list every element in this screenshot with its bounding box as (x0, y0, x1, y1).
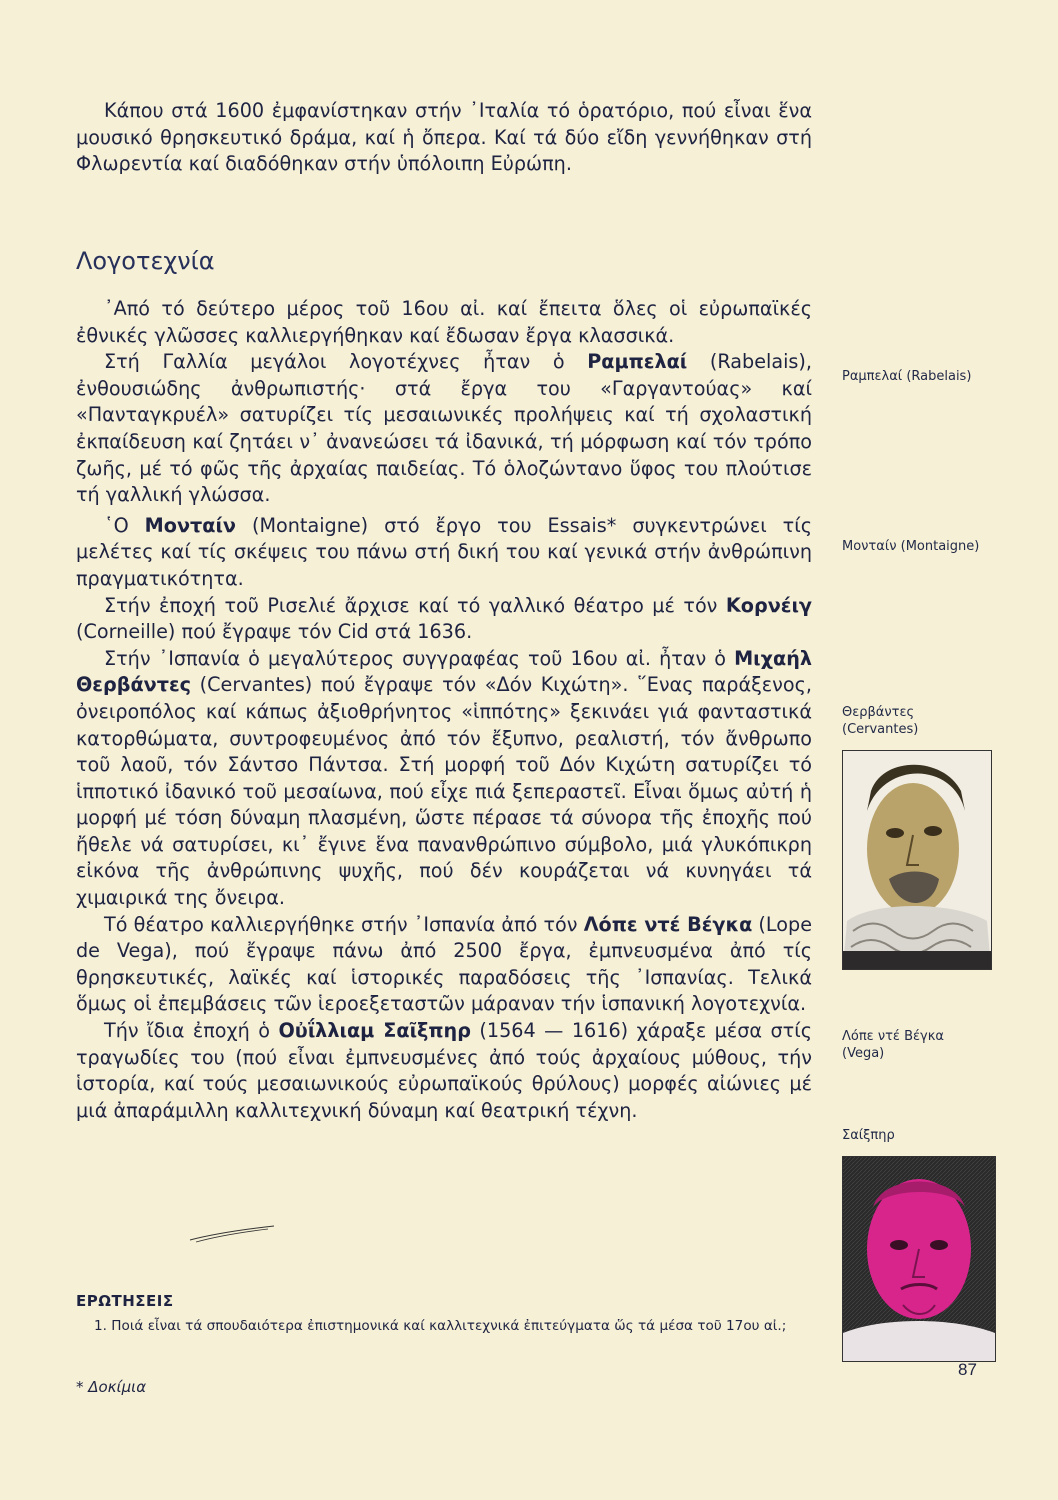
footnote: * Δοκίμια (76, 1378, 147, 1396)
page-number: 87 (958, 1360, 977, 1379)
name-cervantes: Μιχαήλ Θερβάντες (76, 646, 812, 697)
margin-note-vega: Λόπε ντέ Βέγκα (Vega) (842, 1029, 944, 1061)
paragraph-lope-de-vega: Τό θέατρο καλλιεργήθηκε στήν ᾿Ισπανία ἀπό τόν Λόπε ντέ Βέγκα (Lope de Vega), πού ἔγραψε πάνω ἀπό 2500 ἔργα, ἐμπνευσμένα ἀπό τίς θρησκευτικές, λαϊκές καί ἱστορικές παραδόσεις τῆς ᾿Ισπανίας. Τελικά ὅμως οἱ ἐπεμβάσεις τῶν ἱεροεξεταστῶν μάραναν τήν ἱσπανική λογοτεχνία. (76, 912, 812, 1016)
intro-block (76, 98, 812, 178)
literature-section (76, 296, 812, 1124)
paragraph-rabelais: Στή Γαλλία μεγάλοι λογοτέχνες ἦταν ὁ Ραμπελαί (Rabelais), ἐνθουσιώδης ἀνθρωπιστής· στά ἔργα του «Γαργαντούας» καί «Πανταγκρυέλ» σατυρίζει τίς μεσαιωνικές προλήψεις καί τή σχολαστική ἐκπαίδευση καί ζητάει ν᾿ ἀνανεώσει τά ἰδανικά, τή μόρφωση καί τόν τρόπο ζωῆς, μέ τό φῶς τῆς ἀρχαίας παιδείας. Τό ὁλοζώντανο ὕφος του πλούτισε τή γαλλική γλώσσα. (76, 350, 812, 507)
paragraph-corneille: Στήν ἐποχή τοῦ Ρισελιέ ἄρχισε καί τό γαλλικό θέατρο μέ τόν Κορνέιγ (Corneille) πού ἔγραψε τόν Cid στά 1636. (76, 593, 812, 644)
margin-note-montaigne: Μονταίν (Montaigne) (842, 539, 980, 554)
paragraph-shakespeare: Τήν ἴδια ἐποχή ὁ Οὐΐλλιαμ Σαῖξπηρ (1564 — 1616) χάραξε μέσα στίς τραγωδίες του (πού εἶναι ἐμπνευσμένες ἀπό τούς ἀρχαίους μύθους, τήν ἱστορία, καί τούς μεσαιωνικούς εὐρωπαϊκούς θρύλους) μορφές αἰώνιες μέ μιά ἀπαράμιλλη καλλιτεχνική δύναμη καί θεατρική τέχνη. (76, 1019, 812, 1122)
name-montaigne: Μονταίν (144, 513, 236, 537)
intro-paragraph: Κάπου στά 1600 ἐμφανίστηκαν στήν ᾿Ιταλία τό ὁρατόριο, πού εἶναι ἕνα μουσικό θρησκευτικό δράμα, καί ἡ ὄπερα. Καί τά δύο εἴδη γεννήθηκαν στή Φλωρεντία καί διαδόθηκαν στήν ὑπόλοιπη Εὐρώπη. (76, 99, 812, 176)
paragraph-montaigne: ῾Ο Μονταίν (Montaigne) στό ἔργο του Essais* συγκεντρώνει τίς μελέτες καί τίς σκέψεις του πάνω στή δική του καί γενικά στήν ἀνθρώπινη πραγματικότητα. (76, 513, 812, 590)
name-lope-de-vega: Λόπε ντέ Βέγκα (583, 912, 753, 936)
pen-stroke-mark (188, 1224, 278, 1244)
name-shakespeare: Οὐΐλλιαμ Σαῖξπηρ (278, 1019, 471, 1043)
shakespeare-portrait (842, 1156, 996, 1362)
section-heading: Λογοτεχνία (76, 247, 215, 275)
name-corneille: Κορνέιγ (725, 593, 812, 617)
paragraph-overview: ᾿Από τό δεύτερο μέρος τοῦ 16ου αἰ. καί ἔπειτα ὅλες οἱ εὐρωπαϊκές ἐθνικές γλῶσσες καλλιεργήθηκαν καί ἔδωσαν ἔργα κλασσικά. (76, 297, 812, 347)
margin-note-cervantes: Θερβάντες (Cervantes) (842, 705, 919, 737)
cervantes-portrait (842, 750, 992, 970)
questions-title: ΕΡΩΤΗΣΕΙΣ (76, 1292, 174, 1310)
margin-note-shakespeare: Σαίξπηρ (842, 1128, 895, 1143)
margin-note-rabelais: Ραμπελαί (Rabelais) (842, 369, 972, 384)
name-rabelais: Ραμπελαί (587, 350, 688, 374)
question-1: 1. Ποιά εἶναι τά σπουδαιότερα ἐπιστημονικά καί καλλιτεχνικά ἐπιτεύγματα ὥς τά μέσα τοῦ 17ου αἰ.; (94, 1318, 787, 1334)
paragraph-cervantes: Στήν ᾿Ισπανία ὁ μεγαλύτερος συγγραφέας τοῦ 16ου αἰ. ἦταν ὁ Μιχαήλ Θερβάντες (Cervantes) πού ἔγραψε τόν «Δόν Κιχώτη». ῞Ενας παράξενος, ὀνειροπόλος καί κάπως ἀξιοθρήνητος «ἱππότης» ξεκινάει γιά φανταστικά κατορθώματα, συντροφευμένος ἀπό τόν ἔξυπνο, ρεαλιστή, τόν ἄνθρωπο τοῦ λαοῦ, τόν Σάντσο Πάντσα. Στή μορφή τοῦ Δόν Κιχώτη σατυρίζει τό ἱπποτικό ἰδανικό τοῦ μεσαίωνα, πού εἶχε πιά ξεπεραστεῖ. Εἶναι ὅμως αὐτή ἡ μορφή μέ τόση δύναμη πλασμένη, ὥστε πέρασε τά σύνορα τῆς ἐποχῆς πού ἤθελε νά σατυρίσει, κι᾿ ἔγινε ἕνα πανανθρώπινο σύμβολο, μιά γλυκόπικρη εἰκόνα τῆς ἀνθρώπινης ψυχῆς, πού δέν κουράζεται νά κυνηγάει τά χιμαιρικά της ὄνειρα. (76, 646, 812, 910)
